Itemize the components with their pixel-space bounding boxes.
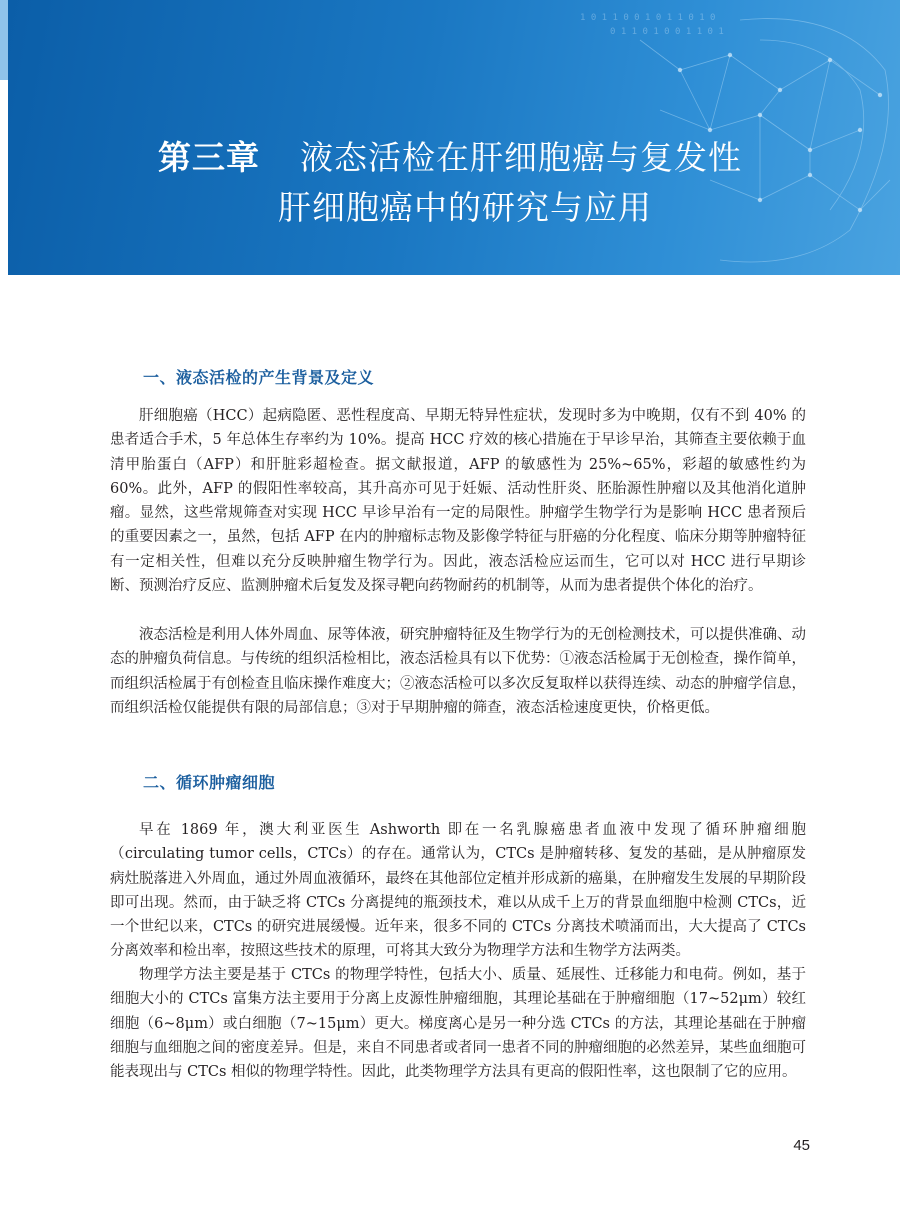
section-heading: 二、循环肿瘤细胞 xyxy=(143,773,276,792)
page-number: 45 xyxy=(793,1137,810,1154)
paragraph: 肝细胞癌（HCC）起病隐匿、恶性程度高、早期无特异性症状，发现时多为中晚期，仅有不到 40% 的患者适合手术，5 年总体生存率约为 10%。提高 HCC 疗效的核心措施在于早诊早治，其筛查主要依赖于血清甲胎蛋白（AFP）和肝脏彩超检查。据文献报道，AFP 的敏感性为 25%~65%，彩超的敏感性约为 60%。此外，AFP 的假阳性率较高，其升高亦可见于妊娠、活动性肝炎、胚胎源性肿瘤以及其他消化道肿瘤。显然，这些常规筛查对实现 HCC 早诊早治有一定的局限性。肿瘤学生物学行为是影响 HCC 患者预后的重要因素之一，虽然，包括 AFP 在内的肿瘤标志物及影像学特征与肝癌的分化程度、临床分期等肿瘤特征有一定相关性，但难以充分反映肿瘤生物学行为。因此，液态活检应运而生，它可以对 HCC 进行早期诊断、预测治疗反应、监测肿瘤术后复发及探寻靶向药物耐药的机制等，从而为患者提供个体化的治疗。 xyxy=(110,408,806,595)
paragraph: 液态活检是利用人体外周血、尿等体液，研究肿瘤特征及生物学行为的无创检测技术，可以提供准确、动态的肿瘤负荷信息。与传统的组织活检相比，液态活检具有以下优势：①液态活检属于无创检查，操作简单，而组织活检属于有创检查且临床操作难度大；②液态活检可以多次反复取样以获得连续、动态的肿瘤学信息，而组织活检仅能提供有限的局部信息；③对于早期肿瘤的筛查，液态活检速度更快，价格更低。 xyxy=(110,627,806,716)
paragraph: 物理学方法主要是基于 CTCs 的物理学特性，包括大小、质量、延展性、迁移能力和电荷。例如，基于细胞大小的 CTCs 富集方法主要用于分离上皮源性肿瘤细胞，其理论基础在于肿瘤细胞（17~52μm）较红细胞（6~8μm）或白细胞（7~15μm）更大。梯度离心是另一种分选 CTCs 的方法，其理论基础在于肿瘤细胞与血细胞之间的密度差异。但是，来自不同患者或者同一患者不同的肿瘤细胞的必然差异，某些血细胞可能表现出与 CTCs 相似的物理学特性。因此，此类物理学方法具有更高的假阳性率，这也限制了它的应用。 xyxy=(110,967,806,1081)
section-heading: 一、液态活检的产生背景及定义 xyxy=(143,368,375,387)
svg-text:1 0 1 1 0 0 1 0 1 1 0 1 0: 1 0 1 1 0 0 1 0 1 1 0 1 0 xyxy=(580,13,716,23)
paragraph: 早在 1869 年，澳大利亚医生 Ashworth 即在一名乳腺癌患者血液中发现了循环肿瘤细胞（circulating tumor cells，CTCs）的存在。通常认为，CTCs 是肿瘤转移、复发的基础，是从肿瘤原发病灶脱落进入外周血，通过外周血液循环，最终在其他部位定植并形成新的癌巢，在肿瘤发生发展的早期阶段即可出现。然而，由于缺乏将 CTCs 分离提纯的瓶颈技术，难以从成千上万的背景血细胞中检测 CTCs，近一个世纪以来，CTCs 的研究进展缓慢。近年来，很多不同的 CTCs 分离技术喷涌而出，大大提高了 CTCs 分离效率和检出率，按照这些技术的原理，可将其大致分为物理学方法和生物学方法两类。 xyxy=(110,822,806,960)
decorative-strip xyxy=(0,0,8,80)
svg-text:0 1 1 0 1 0 0 1 1 0 1: 0 1 1 0 1 0 0 1 1 0 1 xyxy=(610,27,724,37)
chapter-title-line1: 液态活检在肝细胞癌与复发性 xyxy=(300,138,742,177)
chapter-title-line2: 肝细胞癌中的研究与应用 xyxy=(278,188,652,227)
chapter-number: 第三章 xyxy=(158,138,260,177)
chapter-title xyxy=(0,133,900,233)
